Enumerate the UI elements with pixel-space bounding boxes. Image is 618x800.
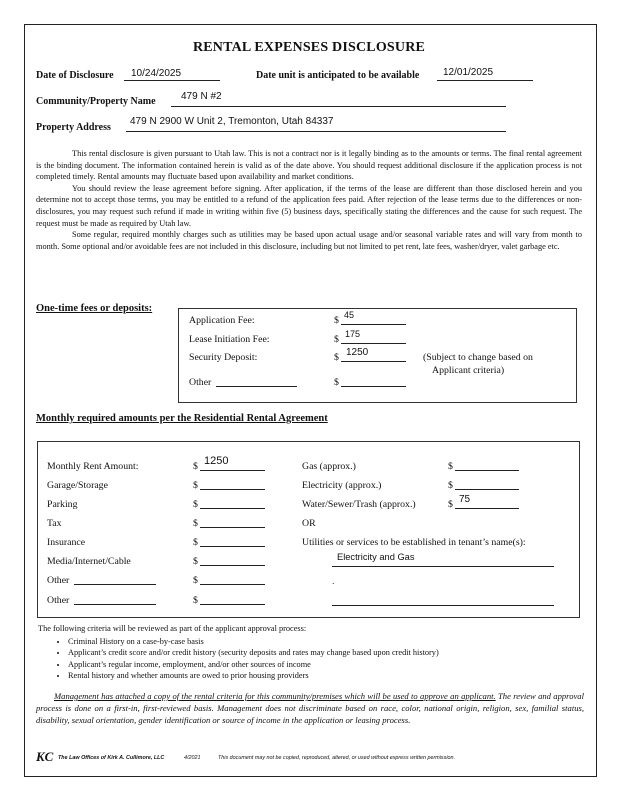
parking-label: Parking: [47, 499, 78, 510]
electricity-dollar: $: [448, 480, 453, 491]
monthly-other-2-label: Other: [47, 595, 70, 606]
parking-underline[interactable]: [200, 508, 265, 509]
criteria-item: • Applicant’s regular income, employment, and/or other sources of income: [68, 659, 583, 670]
footer-firm-name: The Law Offices of Kirk A. Cullimore, LLC: [58, 755, 165, 761]
property-address-underline: [126, 131, 506, 132]
property-address-label: Property Address: [36, 122, 111, 133]
monthly-other-1-underline[interactable]: [200, 584, 265, 585]
one-time-fees-heading: One-time fees or deposits:: [36, 303, 153, 314]
monthly-other-2-dollar: $: [193, 595, 198, 606]
media-internet-label: Media/Internet/Cable: [47, 556, 131, 567]
date-of-disclosure-field[interactable]: 10/24/2025: [131, 68, 182, 79]
criteria-intro: The following criteria will be reviewed as part of the applicant approval process:: [38, 624, 307, 633]
one-time-other-dollar: $: [334, 377, 339, 388]
criteria-item: • Rental history and whether amounts are owed to prior housing providers: [68, 670, 583, 681]
disclosure-paragraphs: [36, 148, 582, 252]
tax-dollar: $: [193, 518, 198, 529]
garage-storage-label: Garage/Storage: [47, 480, 108, 491]
one-time-other-label: Other: [189, 377, 212, 388]
firm-logo: KC: [36, 749, 54, 764]
monthly-rent-field[interactable]: 1250: [204, 455, 229, 467]
water-sewer-trash-label: Water/Sewer/Trash (approx.): [302, 499, 416, 510]
monthly-rent-dollar: $: [193, 461, 198, 472]
gas-label: Gas (approx.): [302, 461, 356, 472]
available-date-label: Date unit is anticipated to be available: [256, 70, 420, 81]
available-date-field[interactable]: 12/01/2025: [443, 67, 494, 78]
electricity-underline[interactable]: [455, 489, 519, 490]
security-deposit-label: Security Deposit:: [189, 352, 258, 363]
monthly-rent-label: Monthly Rent Amount:: [47, 461, 139, 472]
insurance-dollar: $: [193, 537, 198, 548]
media-internet-underline[interactable]: [200, 565, 265, 566]
security-deposit-dollar: $: [334, 352, 339, 363]
or-label: OR: [302, 518, 316, 529]
tenant-utilities-underline-2[interactable]: [332, 605, 554, 606]
monthly-amounts-heading: Monthly required amounts per the Residential Rental Agreement: [36, 413, 328, 424]
application-fee-field[interactable]: 45: [344, 310, 355, 320]
policy-statement: [36, 690, 584, 726]
water-sewer-trash-dollar: $: [448, 499, 453, 510]
tax-label: Tax: [47, 518, 62, 529]
tenant-utilities-underline-1: [332, 566, 554, 567]
date-of-disclosure-label: Date of Disclosure: [36, 70, 114, 81]
tenant-utilities-field[interactable]: Electricity and Gas: [337, 552, 415, 562]
paragraph-1: This rental disclosure is given pursuant to Utah law. This is not a contract nor is it legally binding as to the amounts or terms. The final rental agreement is the binding document. The information contained herein is valid as of the date above. You should request additional disclosure if the application process is not completed timely. Rental amounts may fluctuate based upon availability and market conditions.: [36, 149, 582, 182]
footer-notice: This document may not be copied, reproduced, altered, or used without express written permission.: [218, 755, 456, 761]
gas-underline[interactable]: [455, 470, 519, 471]
paragraph-2: You should review the lease agreement before signing. After application, if the terms of the lease are different than those disclosed herein and you determine not to accept those terms, you may be entitled to a refund of the application fees paid. After rejection of the lease terms due to the differences or non-disclosures, you may request such refund if made in writing within five (5) business days, specifically stating the differences and the cause for such request. The request must be made as required by Utah law.: [36, 183, 582, 228]
application-fee-dollar: $: [334, 315, 339, 326]
monthly-other-1-name-underline[interactable]: [74, 584, 156, 585]
security-deposit-underline: [341, 361, 406, 362]
date-of-disclosure-underline: [124, 80, 220, 81]
monthly-rent-underline: [200, 470, 265, 471]
monthly-other-1-label: Other: [47, 575, 70, 586]
tenant-utilities-label: Utilities or services to be established in tenant’s name(s):: [302, 537, 526, 548]
property-address-field[interactable]: 479 N 2900 W Unit 2, Tremonton, Utah 84337: [130, 116, 334, 127]
security-deposit-note-2: Applicant criteria): [432, 365, 505, 376]
monthly-other-1-dollar: $: [193, 575, 198, 586]
electricity-label: Electricity (approx.): [302, 480, 382, 491]
one-time-other-name-underline[interactable]: [216, 386, 297, 387]
tax-underline[interactable]: [200, 527, 265, 528]
water-sewer-trash-field[interactable]: 75: [459, 494, 471, 505]
lease-initiation-fee-underline: [341, 343, 406, 344]
insurance-label: Insurance: [47, 537, 86, 548]
water-sewer-trash-underline: [455, 508, 519, 509]
available-date-underline: [437, 80, 533, 81]
document-title: RENTAL EXPENSES DISCLOSURE: [192, 40, 426, 55]
application-fee-underline: [341, 324, 406, 325]
gas-dollar: $: [448, 461, 453, 472]
security-deposit-note-1: (Subject to change based on: [423, 352, 533, 363]
garage-storage-underline[interactable]: [200, 489, 265, 490]
community-name-field[interactable]: 479 N #2: [181, 91, 222, 102]
lease-initiation-fee-dollar: $: [334, 334, 339, 345]
lease-initiation-fee-field[interactable]: 175: [345, 329, 361, 339]
garage-storage-dollar: $: [193, 480, 198, 491]
application-fee-label: Application Fee:: [189, 315, 255, 326]
paragraph-3: Some regular, required monthly charges such as utilities may be based upon actual usage and/or seasonal variable rates and will vary from month to month. Some optional and/or avoidable fees are not included in this disclosure, including but not limited to pet rent, late fees, washer/dryer, valet garbage etc.: [36, 230, 582, 251]
community-name-underline: [171, 106, 506, 107]
tenant-utilities-dot: .: [332, 576, 335, 586]
lease-initiation-fee-label: Lease Initiation Fee:: [189, 334, 270, 345]
insurance-underline[interactable]: [200, 546, 265, 547]
footer-date: 4/2021: [184, 755, 201, 761]
criteria-item: • Criminal History on a case-by-case basis: [68, 636, 583, 647]
criteria-item: • Applicant’s credit score and/or credit history (security deposits and rates may change based upon credit history): [68, 647, 583, 658]
parking-dollar: $: [193, 499, 198, 510]
monthly-other-2-name-underline[interactable]: [74, 604, 156, 605]
security-deposit-field[interactable]: 1250: [346, 347, 369, 358]
criteria-list: [38, 636, 583, 681]
policy-underlined-text: Management has attached a copy of the rental criteria for this community/premises which will be used to approve an applicant.: [54, 691, 496, 701]
community-name-label: Community/Property Name: [36, 96, 156, 107]
one-time-other-amount-underline[interactable]: [341, 386, 406, 387]
media-internet-dollar: $: [193, 556, 198, 567]
monthly-other-2-underline[interactable]: [200, 604, 265, 605]
policy-rest-text: The review and approval process is done on a first-in, first-reviewed basis. Management does not discriminate based on race, color, national origin, religion, sex, familial status, disability, sexual orientation, gender identification or source of income in the application or leasing process.: [36, 691, 584, 725]
